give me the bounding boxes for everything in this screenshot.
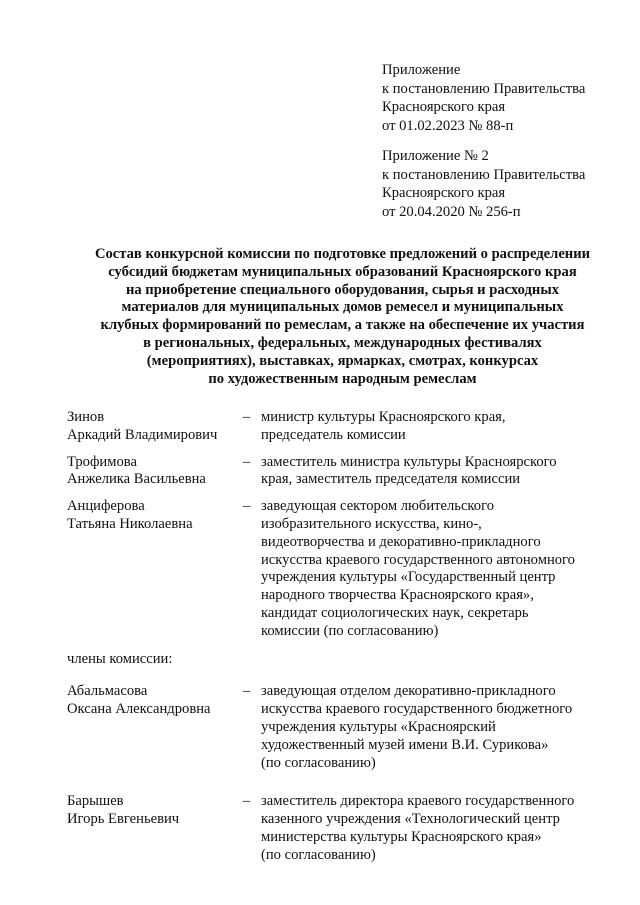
commission-member-row	[67, 683, 607, 772]
member-role	[261, 498, 607, 640]
commission-member-row	[67, 498, 607, 640]
role-line: видеотворчества и декоративно-прикладного	[261, 533, 541, 550]
commission-member-row	[67, 793, 607, 864]
role-line: края, заместитель председателя комиссии	[261, 471, 521, 488]
appendix-original	[382, 147, 585, 221]
role-line: заведующая отделом декоративно-прикладного	[261, 683, 556, 700]
appendix-original-line: Красноярского края	[382, 185, 506, 201]
title-line: (мероприятиях), выставках, ярмарках, смотрах, конкурсах	[146, 352, 539, 369]
member-given-name: Татьяна Николаевна	[67, 515, 193, 532]
appendix-current	[382, 61, 585, 135]
dash-separator: –	[243, 409, 251, 425]
commission-member-row	[67, 409, 607, 445]
member-given-name: Игорь Евгеньевич	[67, 811, 180, 828]
appendix-current-line: к постановлению Правительства	[382, 80, 586, 97]
title-line: Состав конкурсной комиссии по подготовке предложений о распределении	[94, 246, 591, 262]
member-role	[261, 683, 607, 772]
role-line: художественный музей имени В.И. Сурикова»	[261, 736, 549, 753]
appendix-current-line: Приложение	[382, 62, 461, 78]
role-line: учреждения культуры «Государственный центр	[261, 569, 556, 586]
dash-separator: –	[243, 453, 251, 470]
member-surname: Трофимова	[67, 453, 137, 470]
title-line: по художественным народным ремеслам	[208, 370, 477, 387]
role-line: министерства культуры Красноярского края»	[261, 828, 542, 845]
member-role	[261, 793, 607, 864]
role-line: изобразительного искусства, кино-,	[261, 515, 482, 532]
title-line: на приобретение специального оборудования, сырья и расходных	[125, 281, 560, 298]
document-title	[60, 246, 625, 388]
member-role	[261, 409, 607, 445]
member-name	[67, 683, 243, 772]
member-given-name: Аркадий Владимирович	[67, 426, 218, 443]
member-name	[67, 793, 243, 864]
appendix-original-line: Приложение № 2	[382, 148, 489, 164]
member-surname: Анциферова	[67, 498, 145, 515]
appendix-current-line: от 01.02.2023 № 88-п	[382, 117, 514, 134]
members-section-label: члены комиссии:	[67, 650, 173, 667]
role-line: заместитель министра культуры Красноярского	[261, 453, 557, 470]
title-line: в региональных, федеральных, международных фестивалях	[143, 334, 542, 351]
dash-separator: –	[243, 793, 251, 810]
role-line: (по согласованию)	[261, 754, 376, 771]
appendix-original-line: к постановлению Правительства	[382, 166, 586, 183]
commission-member-row	[67, 454, 607, 490]
role-line: казенного учреждения «Технологический центр	[261, 811, 560, 828]
role-line: председатель комиссии	[261, 426, 406, 443]
dash-separator: –	[243, 683, 251, 700]
role-line: (по согласованию)	[261, 846, 376, 863]
member-surname: Абальмасова	[67, 683, 148, 700]
role-line: народного творчества Красноярского края»,	[261, 587, 534, 604]
role-line: заведующая сектором любительского	[261, 498, 495, 515]
member-surname: Зинов	[67, 409, 105, 425]
role-line: министр культуры Красноярского края,	[261, 409, 506, 425]
dash-separator: –	[243, 498, 251, 515]
commission-list	[67, 409, 607, 865]
member-name	[67, 454, 243, 490]
role-line: учреждения культуры «Красноярский	[261, 718, 496, 735]
appendix-current-line: Красноярского края	[382, 99, 506, 115]
role-line: искусства краевого государственного бюджетного	[261, 701, 573, 718]
member-given-name: Оксана Александровна	[67, 701, 211, 718]
member-surname: Барышев	[67, 793, 124, 810]
title-line: клубных формирований по ремеслам, а также на обеспечение их участия	[100, 317, 585, 334]
member-name	[67, 409, 243, 445]
role-line: комиссии (по согласованию)	[261, 622, 439, 639]
title-line: субсидий бюджетам муниципальных образований Красноярского края	[108, 263, 577, 280]
role-line: искусства краевого государственного автономного	[261, 551, 575, 568]
title-line: материалов для муниципальных домов ремесел и муниципальных	[121, 299, 564, 316]
role-line: заместитель директора краевого государственного	[261, 793, 575, 810]
member-name	[67, 498, 243, 640]
role-line: кандидат социологических наук, секретарь	[261, 604, 529, 621]
member-given-name: Анжелика Васильевна	[67, 471, 206, 488]
appendix-original-line: от 20.04.2020 № 256-п	[382, 203, 521, 220]
member-role	[261, 454, 607, 490]
